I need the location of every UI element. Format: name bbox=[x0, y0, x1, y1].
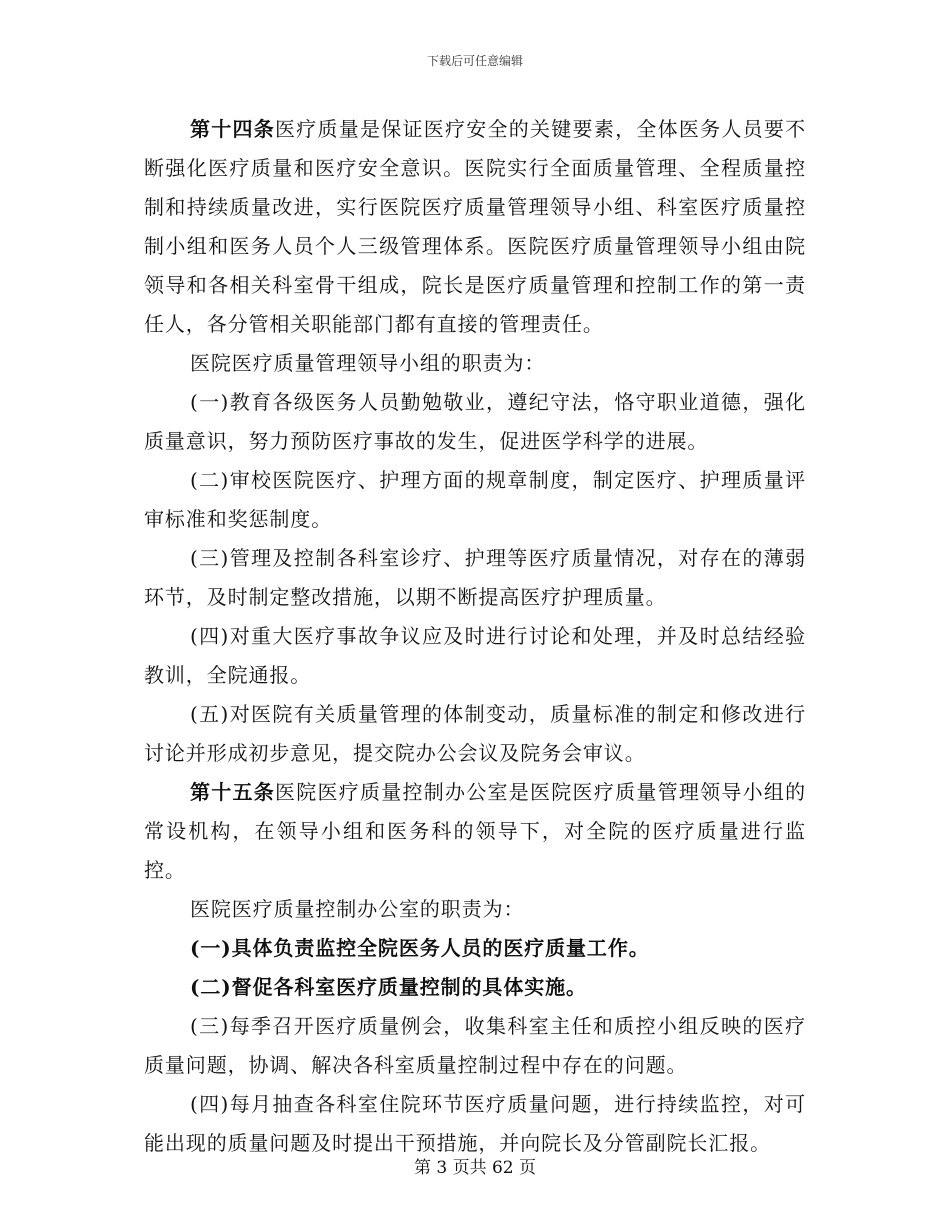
leadership-duty-3: (三)管理及控制各科室诊疗、护理等医疗质量情况，对存在的薄弱环节，及时制定整改措施，以期不断提高医疗护理质量。 bbox=[144, 546, 806, 609]
article-15-text: 医院医疗质量控制办公室是医院医疗质量管理领导小组的常设机构，在领导小组和医务科的领导下，对全院的医疗质量进行监控。 bbox=[144, 780, 806, 882]
office-duties-intro: 医院医疗质量控制办公室的职责为： bbox=[190, 897, 525, 921]
article-15-heading: 第十五条 bbox=[190, 780, 276, 804]
leadership-duty-5: (五)对医院有关质量管理的体制变动，质量标准的制定和修改进行讨论并形成初步意见，提交院办公会议及院务会审议。 bbox=[144, 702, 806, 765]
article-14-paragraph bbox=[144, 110, 806, 344]
leadership-duties-intro: 医院医疗质量管理领导小组的职责为： bbox=[190, 351, 546, 375]
leadership-duty-1: (一)教育各级医务人员勤勉敬业，遵纪守法，恪守职业道德，强化质量意识，努力预防医疗事故的发生，促进医学科学的进展。 bbox=[144, 390, 806, 453]
office-duty-4: (四)每月抽查各科室住院环节医疗质量问题，进行持续监控，对可能出现的质量问题及时提出干预措施，并向院长及分管副院长汇报。 bbox=[144, 1092, 806, 1155]
leadership-duty-2: (二)审校医院医疗、护理方面的规章制度，制定医疗、护理质量评审标准和奖惩制度。 bbox=[144, 468, 806, 531]
article-14-heading: 第十四条 bbox=[190, 117, 276, 141]
office-duty-3: (三)每季召开医疗质量例会，收集科室主任和质控小组反映的医疗质量问题，协调、解决各科室质量控制过程中存在的问题。 bbox=[144, 1014, 806, 1077]
office-duty-2: (二)督促各科室医疗质量控制的具体实施。 bbox=[190, 975, 587, 999]
document-body bbox=[144, 110, 806, 1163]
office-duty-1: (一)具体负责监控全院医务人员的医疗质量工作。 bbox=[190, 936, 650, 960]
leadership-duty-4: (四)对重大医疗事故争议应及时进行讨论和处理，并及时总结经验教训，全院通报。 bbox=[144, 624, 806, 687]
page-header: 下载后可任意编辑 bbox=[426, 54, 523, 68]
page-number: 第 3 页共 62 页 bbox=[413, 1158, 537, 1178]
article-15-paragraph bbox=[144, 773, 806, 890]
article-14-text: 医疗质量是保证医疗安全的关键要素，全体医务人员要不断强化医疗质量和医疗安全意识。医院实行全面质量管理、全程质量控制和持续质量改进，实行医院医疗质量管理领导小组、科室医疗质量控制小组和医务人员个人三级管理体系。医院医疗质量管理领导小组由院领导和各相关科室骨干组成，院长是医疗质量管理和控制工作的第一责任人，各分管相关职能部门都有直接的管理责任。 bbox=[144, 117, 806, 336]
